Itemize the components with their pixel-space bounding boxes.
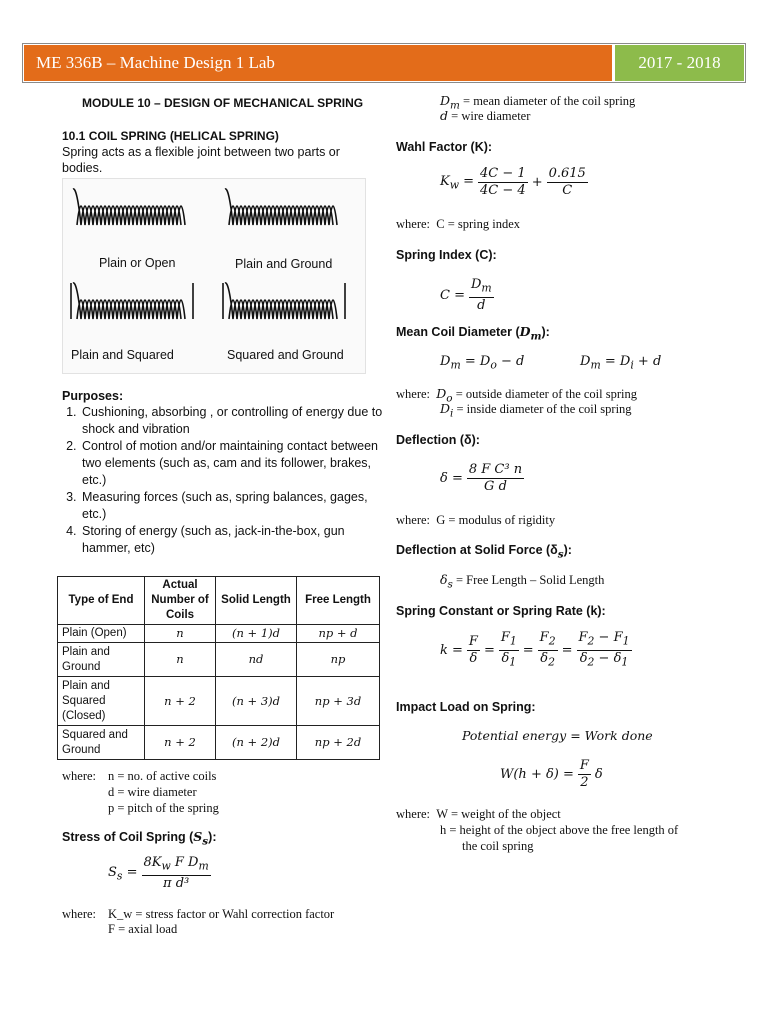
mean-where-2: $D_i$ = inside diameter of the coil spring — [440, 401, 632, 420]
spring-label-3: Plain and Squared — [71, 348, 174, 362]
table-header: Type of End — [58, 577, 145, 625]
wahl-where: where: C = spring index — [396, 217, 521, 231]
impact-where-3: the coil spring — [462, 839, 534, 853]
table-cell: np + 3d — [297, 677, 380, 726]
deflection-equation: δ = $\frac{\text{8 F C³ n}}{\text{G d}}$ — [440, 462, 523, 494]
purpose-item: 4. Storing of energy (such as, jack-in-the-box, gun hammer, etc) — [80, 523, 385, 557]
solid-deflection-eq: $\delta_s$ = Free Length – Solid Length — [440, 572, 605, 591]
solid-deflection-title: Deflection at Solid Force $(\delta_s)$: — [396, 543, 572, 561]
wahl-title: Wahl Factor (K): — [396, 140, 493, 154]
table-row — [58, 677, 380, 726]
table-row — [58, 726, 380, 760]
table-cell: n — [145, 625, 216, 643]
spring-types-figure — [62, 178, 366, 374]
impact-title: Impact Load on Spring: — [396, 700, 536, 714]
stress-equation: $S_s$ = $\frac{8K_w F D_m}{\text{π d³}}$ — [108, 855, 209, 891]
impact-equation-1: Potential energy = Work done — [462, 728, 653, 743]
table-header: Solid Length — [216, 577, 297, 625]
dm-definition: $D_m$ = mean diameter of the coil spring — [440, 93, 636, 112]
table-row — [58, 625, 380, 643]
table-cell: n + 2 — [145, 726, 216, 760]
intro-text-2: bodies. — [62, 161, 103, 175]
wahl-equation: $K_w$ = $\frac{4C - 1}{4C - 4}$ + $\frac{0.615}{C}$ — [440, 166, 586, 198]
spring-label-2: Plain and Ground — [235, 257, 333, 271]
year-label: 2017 - 2018 — [615, 45, 744, 81]
spring-label-1: Plain or Open — [99, 256, 176, 270]
end-types-table — [57, 576, 380, 760]
where-item: n = no. of active coils — [108, 769, 217, 783]
intro-text-1: Spring acts as a flexible joint between two parts or — [62, 145, 340, 159]
table-cell: (n + 3)d — [216, 677, 297, 726]
index-title: Spring Index (C): — [396, 248, 497, 262]
where-label: where: — [62, 769, 97, 783]
where-item: F = axial load — [108, 922, 178, 936]
where-label: where: — [62, 907, 97, 921]
table-cell: np + d — [297, 625, 380, 643]
module-title: MODULE 10 – DESIGN OF MECHANICAL SPRING — [82, 96, 364, 110]
table-cell: Plain and Ground — [58, 643, 145, 677]
purpose-item: 3. Measuring forces (such as, spring balances, gages, etc.) — [80, 489, 385, 523]
spring-rate-title: Spring Constant or Spring Rate (k): — [396, 604, 606, 618]
mean-diameter-eq-2: $D_m = D_i + d$ — [580, 354, 662, 372]
table-header: Free Length — [297, 577, 380, 625]
purposes-list — [62, 404, 385, 557]
table-cell: Plain and Squared (Closed) — [58, 677, 145, 726]
table-header: Actual Number of Coils — [145, 577, 216, 625]
impact-where-1: where: W = weight of the object — [396, 807, 561, 821]
course-title: ME 336B – Machine Design 1 Lab — [24, 45, 612, 81]
purpose-item: 1. Cushioning, absorbing , or controlling of energy due to shock and vibration — [80, 404, 385, 438]
impact-equation-2: W(h + δ) = $\frac{F}{2}$ δ — [500, 758, 603, 790]
mean-diameter-title: Mean Coil Diameter $(D_m)$: — [396, 324, 550, 343]
purposes-title: Purposes: — [62, 389, 124, 403]
section-title: 10.1 COIL SPRING (HELICAL SPRING) — [62, 129, 279, 143]
stress-title: Stress of Coil Spring $(S_s)$: — [62, 829, 217, 848]
header-bar — [22, 43, 746, 83]
table-cell: n + 2 — [145, 677, 216, 726]
table-cell: (n + 2)d — [216, 726, 297, 760]
deflection-title: Deflection (δ): — [396, 433, 480, 447]
mean-diameter-eq-1: $D_m = D_o - d$ — [440, 354, 525, 372]
impact-where-2: h = height of the object above the free length of — [440, 823, 679, 837]
spring-rate-equation: k = $\frac{F}{\delta}$ = $\frac{F_1}{\delta_1}$ = $\frac{F_2}{\delta_2}$ = $\frac{F_2 - F_1}{\delta_2 - \delta_1}$ — [440, 630, 630, 669]
table-cell: np — [297, 643, 380, 677]
deflection-where: where: G = modulus of rigidity — [396, 513, 556, 527]
purpose-item: 2. Control of motion and/or maintaining contact between two elements (such as, cam and its follower, brakes, etc.) — [80, 438, 385, 489]
table-cell: Plain (Open) — [58, 625, 145, 643]
spring-illustrations — [63, 179, 365, 373]
where-item: K_w = stress factor or Wahl correction factor — [108, 907, 335, 921]
mean-where-1: where: $D_o$ = outside diameter of the coil spring — [396, 386, 637, 405]
spring-label-4: Squared and Ground — [227, 348, 344, 362]
table-cell: np + 2d — [297, 726, 380, 760]
table-cell: nd — [216, 643, 297, 677]
table-cell: (n + 1)d — [216, 625, 297, 643]
where-item: p = pitch of the spring — [108, 801, 219, 815]
table-cell: Squared and Ground — [58, 726, 145, 760]
table-row — [58, 643, 380, 677]
where-item: d = wire diameter — [108, 785, 197, 799]
index-equation: C = $\frac{D_m}{d}$ — [440, 277, 492, 313]
table-header-row — [58, 577, 380, 625]
d-definition: d = wire diameter — [440, 108, 531, 123]
table-cell: n — [145, 643, 216, 677]
